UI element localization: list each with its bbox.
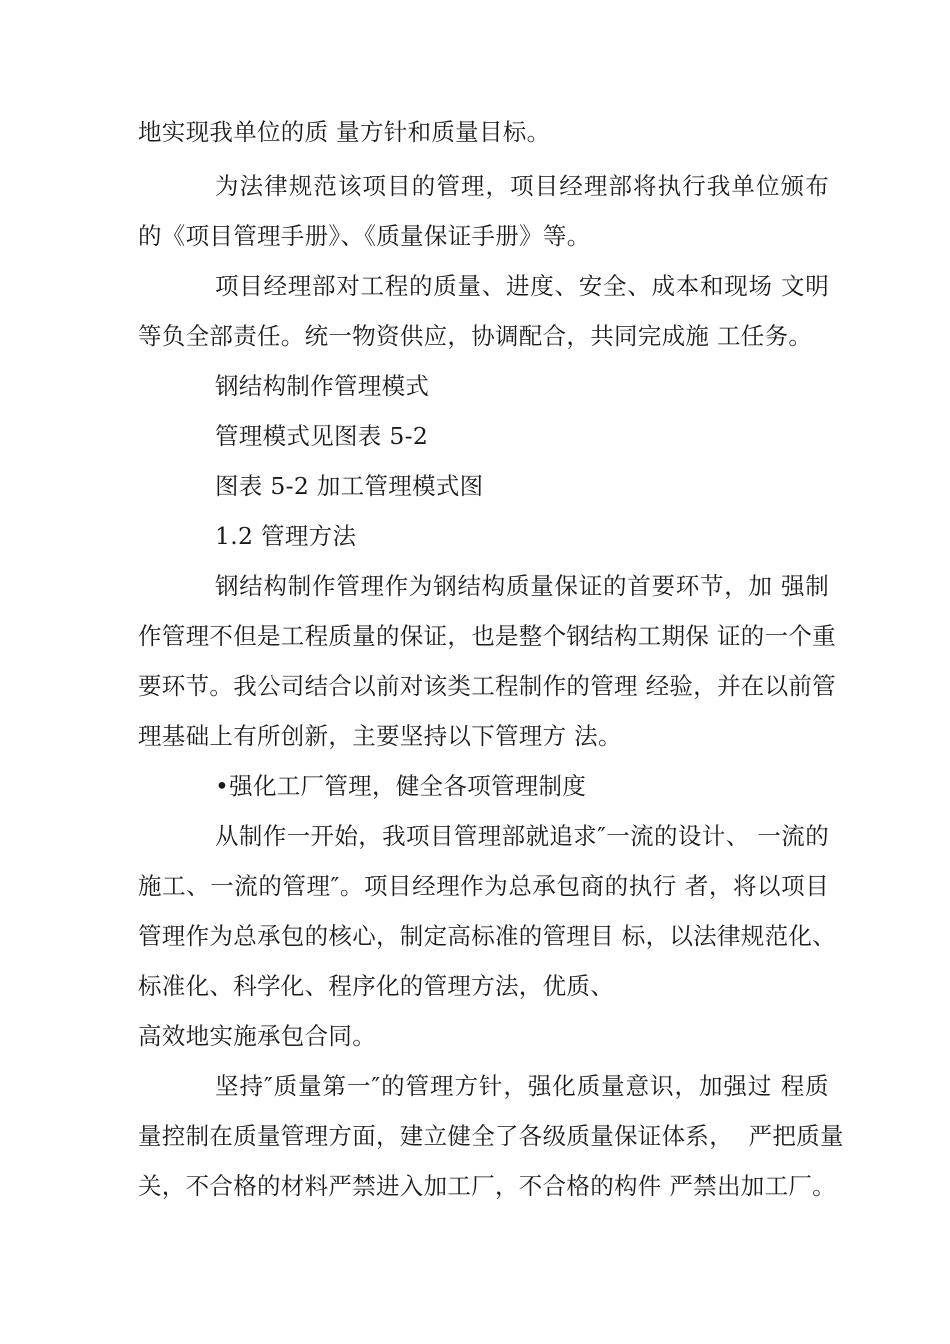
- bullet-heading: •强化工厂管理，健全各项管理制度: [215, 772, 587, 800]
- text-line: 标准化、科学化、程序化的管理方法，优质、: [138, 972, 614, 1000]
- text-line: 高效地实施承包合同。: [138, 1022, 376, 1050]
- text-line: 从制作一开始，我项目管理部就追求″一流的设计、 一流的: [215, 822, 829, 850]
- figure-caption: 图表 5-2 加工管理模式图: [215, 472, 484, 500]
- text-line: 的《项目管理手册》、《质量保证手册》等。: [138, 222, 591, 250]
- text-line: 要环节。我公司结合以前对该类工程制作的管理 经验，并在以前管: [138, 672, 836, 700]
- text-line: 地实现我单位的质 量方针和质量目标。: [138, 118, 551, 146]
- text-line: 关，不合格的材料严禁进入加工厂，不合格的构件 严禁出加工厂。: [138, 1172, 836, 1200]
- section-heading: 1.2 管理方法: [215, 522, 357, 550]
- text-line: 管理模式见图表 5-2: [215, 422, 429, 450]
- text-line: 作管理不但是工程质量的保证，也是整个钢结构工期保 证的一个重: [138, 622, 836, 650]
- text-line: 坚持″质量第一″的管理方针，强化质量意识，加强过 程质: [215, 1072, 829, 1100]
- text-line: 量控制在质量管理方面，建立健全了各级质量保证体系， 严把质量: [138, 1122, 844, 1150]
- text-line: 项目经理部对工程的质量、进度、安全、成本和现场 文明: [215, 272, 829, 300]
- text-line: 等负全部责任。统一物资供应，协调配合，共同完成施 工任务。: [138, 322, 813, 350]
- section-heading: 钢结构制作管理模式: [215, 372, 430, 400]
- text-line: 施工、一流的管理″。项目经理作为总承包商的执行 者，将以项目: [138, 872, 829, 900]
- text-line: 为法律规范该项目的管理，项目经理部将执行我单位颁布: [215, 172, 829, 200]
- text-line: 钢结构制作管理作为钢结构质量保证的首要环节，加 强制: [215, 572, 829, 600]
- text-line: 理基础上有所创新，主要坚持以下管理方 法。: [138, 722, 622, 750]
- text-line: 管理作为总承包的核心，制定高标准的管理目 标，以法律规范化、: [138, 922, 836, 950]
